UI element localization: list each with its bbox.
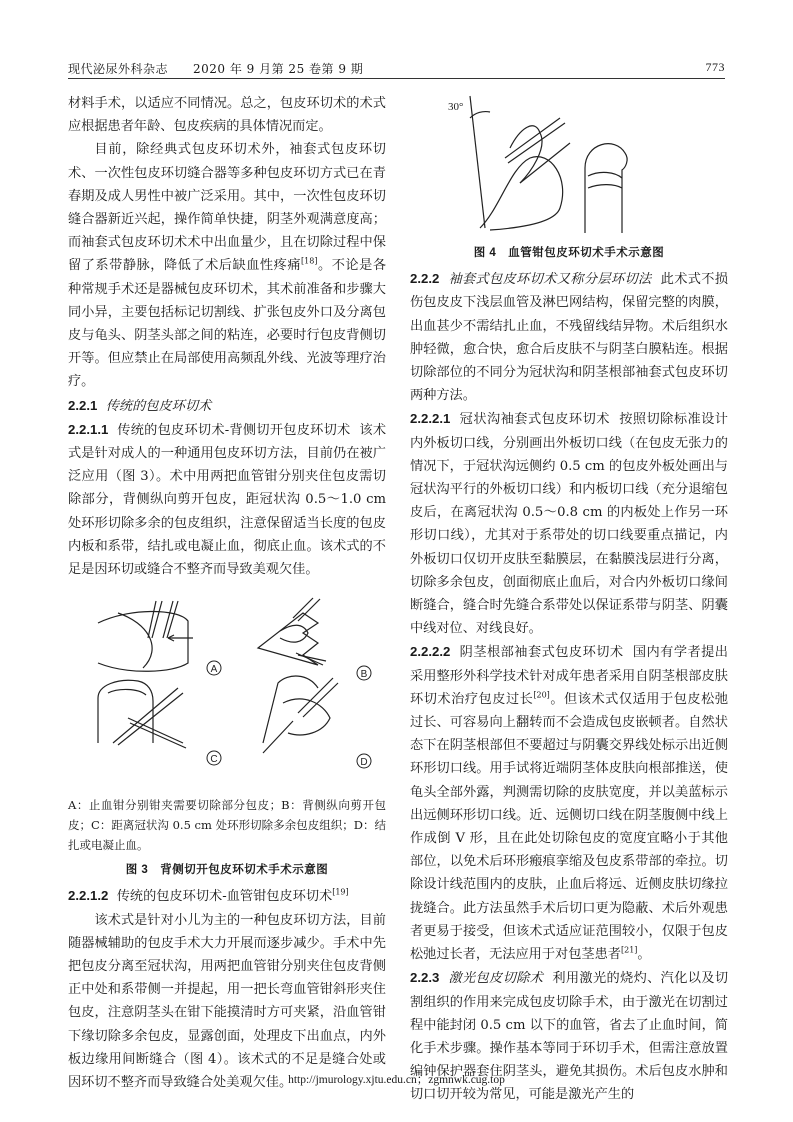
paragraph: 该术式是针对小儿为主的一种包皮环切方法，目前随器械辅助的包皮手术大力开展而逐步减少。手术中先把包皮分离至冠状沟，用两把血管钳分别夹住包皮背侧正中处和系带侧一并提起，用一把长弯血管钳斜形夹住包皮，注意阴茎头在钳下能摸清时方可夹紧，沿血管钳下缘切除多余包皮，显露创面，处理皮下出血点，内外板边缘用间断缝合（图 4）。该术式的不足是缝合处或因环切不整齐而导致缝合处美观欠佳。 [68, 912, 386, 1091]
paragraph: 2.2.2 袖套式包皮环切术又称分层环切法 此术式不损伤包皮皮下浅层血管及淋巴网结构，保留完整的肉膜，出血甚少不需结扎止血，不残留线结异物。术后组织水肿轻微，愈合快，愈合后皮肤不与阴茎白膜粘连。根据切除部位的不同分为冠状沟和阴茎根部袖套式包皮环切两种方法。 [410, 271, 729, 404]
citation: [20] [533, 690, 550, 700]
page-number: 773 [705, 60, 725, 74]
figure-3-caption: 图 3 背侧切开包皮环切术手术示意图 [125, 864, 329, 877]
panel-label-c: C [210, 754, 218, 766]
issue-info: 2020 年 9 月第 25 卷第 9 期 [193, 62, 364, 76]
paragraph: 2.2.1.2 传统的包皮环切术-血管钳包皮环切术[19] [68, 888, 349, 905]
angle-label: 30° [448, 101, 464, 113]
panel-label-d: D [360, 757, 368, 769]
paragraph: 材料手术，以适应不同情况。总之，包皮环切术的术式应根据患者年龄、包皮疾病的具体情况而定。 [68, 96, 386, 135]
paragraph: 2.2.2.2 阴茎根部袖套式包皮环切术 国内有学者提出采用整形外科学技术针对成年患者采用自阴茎根部皮肤环切术治疗包皮过长[20]。但该术式仅适用于包皮松弛过长、可容易向上翻转而不会造成包皮嵌顿者。自然状态下在阴茎根部但不要超过与阴囊交界线处标示出近侧环形切口线。用手试将近端阴茎体皮肤向根部推送，使龟头全部外露，判测需切除的皮肤宽度，并以美蓝标示出远侧环形切口线。近、远侧切口线在阴茎腹侧中线上作成倒 V 形，且在此处切除包皮的宽度宜略小于其他部位，以免术后环形瘢痕挛缩及包皮系带部的牵拉。切除设计线范围内的皮肤，止血后将远、近侧皮肤切缘拉拢缝合。此方法虽然手术后切口更为隐蔽、术后外观患者更易于接受，但该术式适应证范围较小，仅限于包皮松弛过长者，无法应用于对包茎患者[21]。 [410, 644, 729, 963]
section-heading: 2.2.1 传统的包皮环切术 [68, 397, 212, 414]
paragraph: 2.2.3 激光包皮切除术 利用激光的烧灼、汽化以及切割组织的作用来完成包皮切除手术，由于激光在切割过程中能封闭 0.5 cm 以下的血管，省去了止血时间，简化手术步骤。操作基本等同于环切手术，但需注意放置编钟保护器套住阴茎头，避免其损伤。术后包皮水肿和切口切开较为常见，可能是激光产生的 [410, 970, 729, 1103]
figure-4-illustration [410, 88, 728, 238]
citation: [21] [621, 945, 638, 955]
footer-url: http://jmurology.xjtu.edu.cn；zgmnwk.cug.top [288, 1074, 505, 1086]
panel-label-b: B [360, 669, 368, 681]
figure-4-caption: 图 4 血管钳包皮环切术手术示意图 [473, 247, 665, 259]
paragraph: 2.2.2.1 冠状沟袖套式包皮环切术 按照切除标准设计内外板切口线，分别画出外板切口线（在包皮无张力的情况下，于冠状沟远侧约 0.5 cm 的包皮外板处画出与冠状沟平行的外板切口线）和内板切口线（充分退缩包皮后，在离冠状沟 0.5～0.8 cm 的内板处上作另一环形切口线），尤其对于系带处的切口线要重点描记，内外板切口仅切开皮肤至黏膜层，在黏膜浅层进行分离，切除多余包皮，创面彻底止血后，对合内外板切口缘间断缝合，缝合时先缝合系带处以保证系带与阴茎、阴囊中线对位、对线良好。 [410, 411, 728, 637]
figure-3-illustration [68, 593, 386, 793]
paragraph: 2.2.1.1 传统的包皮环切术-背侧切开包皮环切术 该术式是针对成人的一种通用包皮环切方法，目前仍在被广泛应用（图 3）。术中用两把血管钳分别夹住包皮需切除部分，背侧纵向剪开包皮，距冠状沟 0.5～1.0 cm 处环形切除多余的包皮组织，注意保留适当长度的包皮内板和系带，结扎或电凝止血，彻底止血。该术式的不足是因环切或缝合不整齐而导致美观欠佳。 [68, 421, 387, 578]
panel-label-a: A [210, 664, 218, 676]
running-header [68, 58, 725, 79]
paragraph: 目前，除经典式包皮环切术外，袖套式包皮环切术、一次性包皮环切缝合器等多种包皮环切方式已在青春期及成人男性中被广泛采用。其中，一次性包皮环切缝合器新近兴起，操作简单快捷，阴茎外观满意度高；而袖套式包皮环切术术中出血量少，且在切除过程中保留了系带静脉，降低了术后缺血性疼痛[18]。不论是各种常规手术还是器械包皮环切术，其术前准备和步骤大同小异，主要包括标记切割线、扩张包皮外口及分离包皮与龟头、阴茎头部之间的粘连，必要时行包皮背侧切开等。但应禁止在局部使用高频乱外线、光波等理疗治疗。 [68, 142, 387, 390]
figure-3-note: A：止血钳分别钳夹需要切除部分包皮；B：背侧纵向剪开包皮；C：距离冠状沟 0.5 cm 处环形切除多余包皮组织；D：结扎或电凝止血。 [68, 798, 386, 853]
left-column [68, 92, 386, 1094]
citation: [18] [301, 257, 318, 267]
citation: [19] [332, 888, 349, 898]
right-column [410, 88, 728, 1107]
journal-name: 现代泌尿外科杂志 [68, 62, 169, 76]
